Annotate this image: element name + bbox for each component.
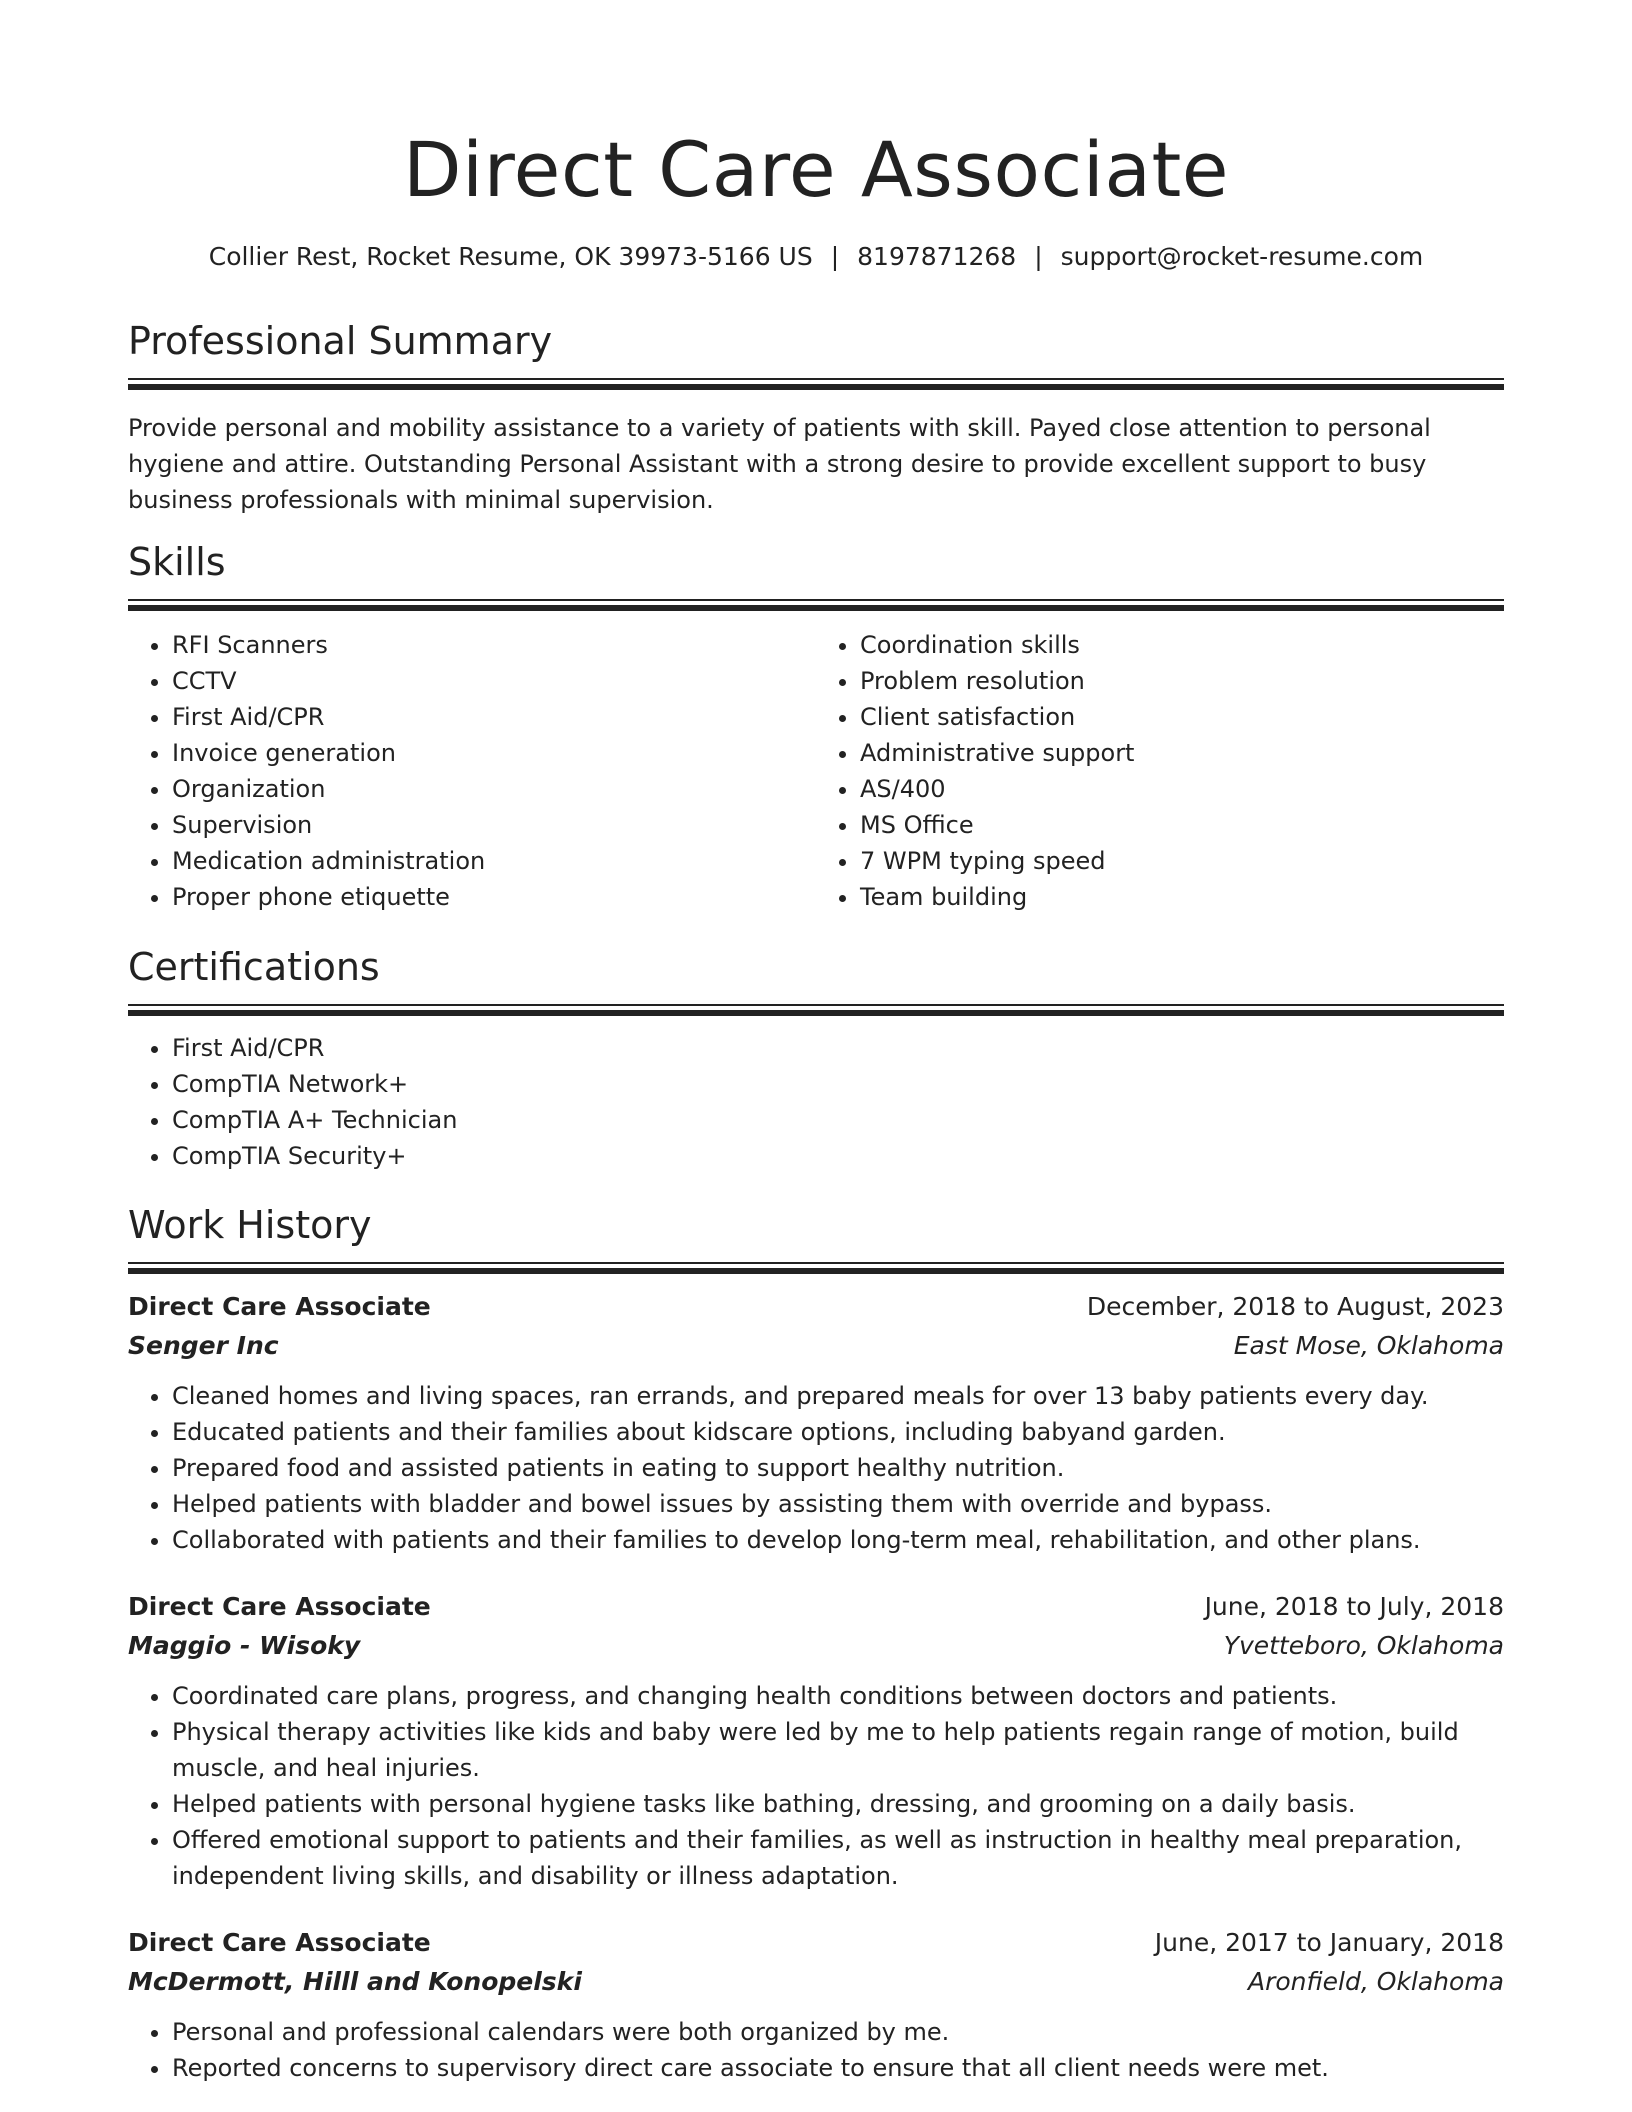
job-bullet: • Personal and professional calendars were both organized by me. xyxy=(172,2014,1504,2050)
job-bullets xyxy=(128,2014,1504,2086)
job-subheader xyxy=(128,1962,1504,2002)
skill-item: • RFI Scanners xyxy=(172,627,816,663)
job-company: Maggio - Wisoky xyxy=(128,1631,361,1660)
skill-item: • Supervision xyxy=(172,807,816,843)
skill-item: • Problem resolution xyxy=(860,663,1504,699)
job-bullet: • Prepared food and assisted patients in eating to support healthy nutrition. xyxy=(172,1450,1504,1486)
job-bullets xyxy=(128,1378,1504,1558)
job-bullet: • Collaborated with patients and their families to develop long-term meal, rehabilitation, and other plans. xyxy=(172,1522,1504,1558)
job-bullet: • Offered emotional support to patients and their families, as well as instruction in healthy meal preparation, independent living skills, and disability or illness adaptation. xyxy=(172,1822,1504,1894)
certification-item: • CompTIA Security+ xyxy=(172,1138,1504,1174)
skill-item: • Coordination skills xyxy=(860,627,1504,663)
contact-email: support@rocket-resume.com xyxy=(1060,242,1424,271)
job-title: Direct Care Associate xyxy=(128,1592,431,1621)
certifications-heading: Certifications xyxy=(128,945,380,989)
skills-heading: Skills xyxy=(128,540,226,584)
job-dates: June, 2018 to July, 2018 xyxy=(1204,1592,1504,1621)
certification-item: • First Aid/CPR xyxy=(172,1030,1504,1066)
job-bullet: • Educated patients and their families about kidscare options, including babyand garden. xyxy=(172,1414,1504,1450)
job-bullet: • Reported concerns to supervisory direct care associate to ensure that all client needs were met. xyxy=(172,2050,1504,2086)
skill-item: • AS/400 xyxy=(860,771,1504,807)
summary-heading: Professional Summary xyxy=(128,319,553,363)
skill-item: • Proper phone etiquette xyxy=(172,879,816,915)
work-history-heading: Work History xyxy=(128,1203,372,1247)
job-title: Direct Care Associate xyxy=(128,1292,431,1321)
certification-item: • CompTIA Network+ xyxy=(172,1066,1504,1102)
contact-phone: 8197871268 xyxy=(857,242,1017,271)
job-bullet: • Cleaned homes and living spaces, ran errands, and prepared meals for over 13 baby patients every day. xyxy=(172,1378,1504,1414)
skill-item: • CCTV xyxy=(172,663,816,699)
work-history-section xyxy=(128,1200,1504,2086)
job-entry xyxy=(128,1924,1504,2086)
job-company: McDermott, Hilll and Konopelski xyxy=(128,1967,582,1996)
job-location: East Mose, Oklahoma xyxy=(1233,1331,1504,1360)
skill-item: • Team building xyxy=(860,879,1504,915)
job-bullet: • Helped patients with bladder and bowel issues by assisting them with override and bypass. xyxy=(172,1486,1504,1522)
job-location: Yvetteboro, Oklahoma xyxy=(1223,1631,1504,1660)
skill-item: • 7 WPM typing speed xyxy=(860,843,1504,879)
job-location: Aronfield, Oklahoma xyxy=(1248,1967,1504,1996)
contact-line xyxy=(128,240,1504,274)
job-header xyxy=(128,1924,1504,1962)
skills-section xyxy=(128,537,1504,915)
job-entry xyxy=(128,1288,1504,1558)
skill-item: • Organization xyxy=(172,771,816,807)
job-bullet: • Coordinated care plans, progress, and changing health conditions between doctors and patients. xyxy=(172,1678,1504,1714)
summary-section xyxy=(128,316,1504,518)
certifications-section xyxy=(128,942,1504,1174)
contact-separator: | xyxy=(830,242,840,271)
skill-item: • MS Office xyxy=(860,807,1504,843)
job-bullet: • Helped patients with personal hygiene tasks like bathing, dressing, and grooming on a daily basis. xyxy=(172,1786,1504,1822)
job-company: Senger Inc xyxy=(128,1331,279,1360)
section-divider xyxy=(128,1262,1504,1274)
resume-title: Direct Care Associate xyxy=(402,125,1230,214)
skill-item: • Administrative support xyxy=(860,735,1504,771)
contact-address: Collier Rest, Rocket Resume, OK 39973-5166 US xyxy=(208,242,813,271)
job-header xyxy=(128,1588,1504,1626)
job-header xyxy=(128,1288,1504,1326)
section-divider xyxy=(128,599,1504,611)
job-bullet: • Physical therapy activities like kids and baby were led by me to help patients regain range of motion, build muscle, and heal injuries. xyxy=(172,1714,1504,1786)
job-bullets xyxy=(128,1678,1504,1894)
job-dates: June, 2017 to January, 2018 xyxy=(1154,1928,1504,1957)
resume-page xyxy=(128,0,1504,2082)
certifications-list xyxy=(128,1030,1504,1174)
skills-columns xyxy=(128,627,1504,915)
job-subheader xyxy=(128,1326,1504,1366)
job-title: Direct Care Associate xyxy=(128,1928,431,1957)
section-divider xyxy=(128,1004,1504,1016)
skills-list-left xyxy=(128,627,816,915)
skill-item: • Invoice generation xyxy=(172,735,816,771)
summary-text: Provide personal and mobility assistance to a variety of patients with skill. Payed close attention to personal hygiene and attire. Outstanding Personal Assistant with a strong desire to provide excellent support to busy business professionals with minimal supervision. xyxy=(128,414,1431,514)
skills-list-right xyxy=(816,627,1504,915)
section-divider xyxy=(128,378,1504,390)
job-subheader xyxy=(128,1626,1504,1666)
job-dates: December, 2018 to August, 2023 xyxy=(1086,1292,1504,1321)
contact-separator: | xyxy=(1034,242,1043,271)
certification-item: • CompTIA A+ Technician xyxy=(172,1102,1504,1138)
skill-item: • First Aid/CPR xyxy=(172,699,816,735)
skill-item: • Medication administration xyxy=(172,843,816,879)
job-entry xyxy=(128,1588,1504,1894)
skill-item: • Client satisfaction xyxy=(860,699,1504,735)
